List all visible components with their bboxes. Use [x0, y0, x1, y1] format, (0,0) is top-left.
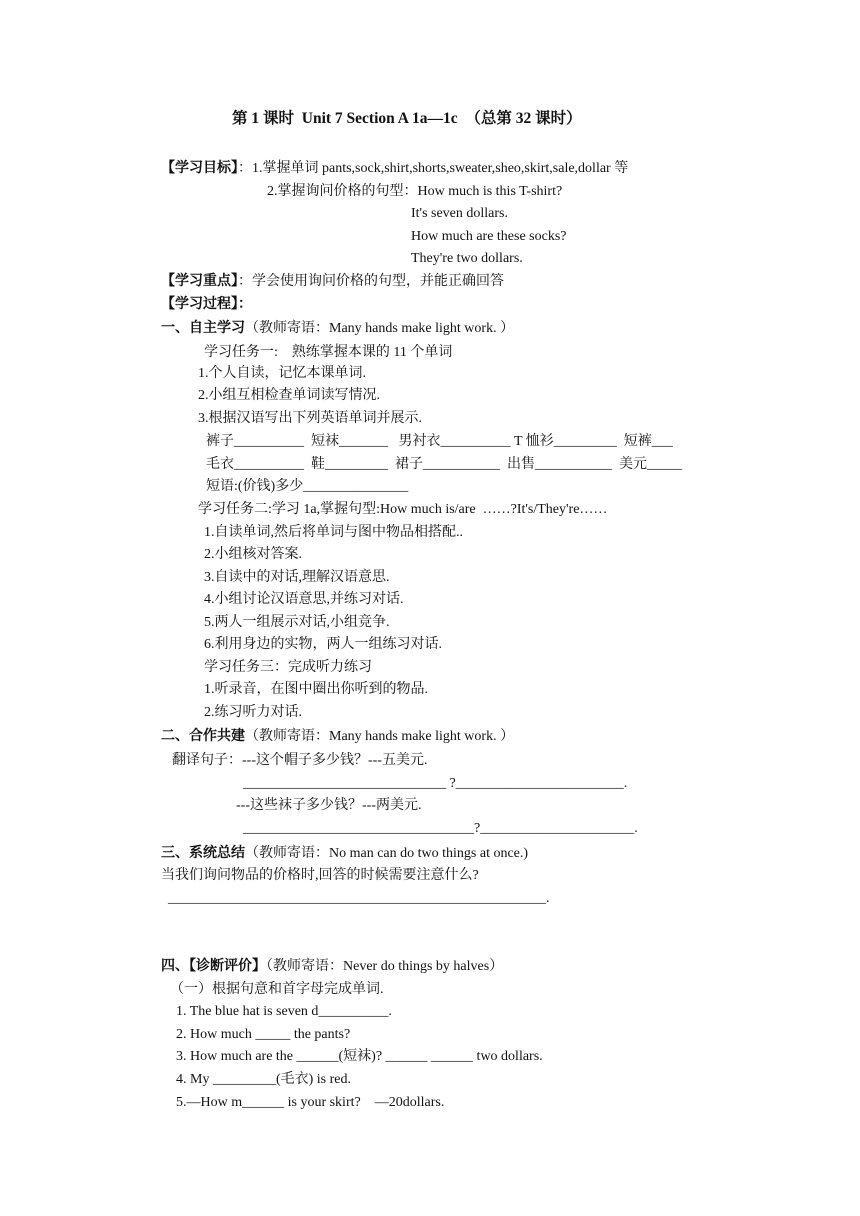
translate-blank-2: _________________________________?______________________. [243, 821, 638, 836]
summary-blank: ______________________________________________________. [168, 891, 550, 906]
task2-step4: 4.小组讨论汉语意思,并练习对话. [204, 592, 404, 607]
task2-step6: 6.利用身边的实物，两人一组练习对话. [204, 637, 442, 652]
part1-motto: （教师寄语：Many hands make light work. ） [245, 321, 515, 336]
objectives-line1: ：1.掌握单词 pants,sock,shirt,shorts,sweater,sheo,skirt,sale,dollar 等 [238, 161, 629, 176]
summary-question: 当我们询问物品的价格时,回答的时候需要注意什么? [161, 868, 479, 883]
exercise-q3: 3. How much are the ______(短袜)? ______ ______ two dollars. [176, 1049, 543, 1064]
objectives-line4: How much are these socks? [411, 229, 567, 244]
translate-prompt-1: 翻译句子：---这个帽子多少钱？---五美元. [172, 753, 428, 768]
task1: 学习任务一: 熟练掌握本课的 11 个单词 [204, 345, 453, 360]
word-blanks-row2: 毛衣__________ 鞋_________ 裙子___________ 出售___________ 美元_____ [206, 457, 682, 472]
word-blanks-row1: 裤子__________ 短袜_______ 男衬衣__________ T 恤衫_________ 短裤___ [206, 434, 673, 449]
objectives-label: 【学习目标】 [161, 161, 238, 176]
part2-motto: （教师寄语：Many hands make light work. ） [245, 729, 515, 744]
task2-step3: 3.自读中的对话,理解汉语意思. [204, 570, 390, 585]
exercise-instruction: （一）根据句意和首字母完成单词. [170, 982, 384, 997]
task3: 学习任务三：完成听力练习 [204, 660, 372, 675]
task2-step5: 5.两人一组展示对话,小组竞争. [204, 615, 390, 630]
exercise-q5: 5.—How m______ is your skirt? —20dollars. [176, 1095, 445, 1110]
process [161, 296, 252, 314]
page-title: 第 1 课时 Unit 7 Section A 1a—1c （总第 32 课时） [232, 110, 582, 127]
part3-heading: 三、系统总结 [161, 846, 245, 861]
focus-text: ：学会使用询问价格的句型，并能正确回答 [238, 274, 504, 289]
exercise-q4: 4. My _________(毛衣) is red. [176, 1072, 351, 1087]
focus [161, 273, 504, 291]
task3-step1: 1.听录音，在图中圈出你听到的物品. [204, 682, 428, 697]
objectives-line2: 2.掌握询问价格的句型：How much is this T-shirt? [267, 184, 563, 199]
task2-step1: 1.自读单词,然后将单词与图中物品相搭配.. [204, 525, 463, 540]
part4-motto: （教师寄语：Never do things by halves） [266, 959, 504, 974]
task2: 学习任务二:学习 1a,掌握句型:How much is/are ……?It's/They're…… [198, 502, 608, 517]
objectives-line3: It's seven dollars. [411, 206, 509, 221]
task1-step3: 3.根据汉语写出下列英语单词并展示. [198, 411, 422, 426]
task1-step2: 2.小组互相检查单词读写情况. [198, 388, 380, 403]
translate-blank-1: _____________________________ ?________________________. [243, 776, 628, 791]
part3-motto: （教师寄语：No man can do two things at once.) [245, 846, 529, 861]
process-text: ： [238, 297, 252, 312]
part4-heading: 四、【诊断评价】 [161, 959, 266, 974]
task3-step2: 2.练习听力对话. [204, 705, 302, 720]
phrase-blank: 短语:(价钱)多少_______________ [206, 479, 409, 494]
part1-heading: 一、自主学习 [161, 321, 245, 336]
process-label: 【学习过程】 [161, 297, 238, 312]
objectives-line5: They're two dollars. [411, 251, 523, 266]
task1-step1: 1.个人自读，记忆本课单词. [198, 366, 366, 381]
part2-heading: 二、合作共建 [161, 729, 245, 744]
task2-step2: 2.小组核对答案. [204, 547, 302, 562]
exercise-q1: 1. The blue hat is seven d__________. [176, 1004, 392, 1019]
exercise-q2: 2. How much _____ the pants? [176, 1027, 351, 1042]
translate-prompt-2: ---这些袜子多少钱？---两美元. [236, 798, 422, 813]
focus-label: 【学习重点】 [161, 274, 238, 289]
